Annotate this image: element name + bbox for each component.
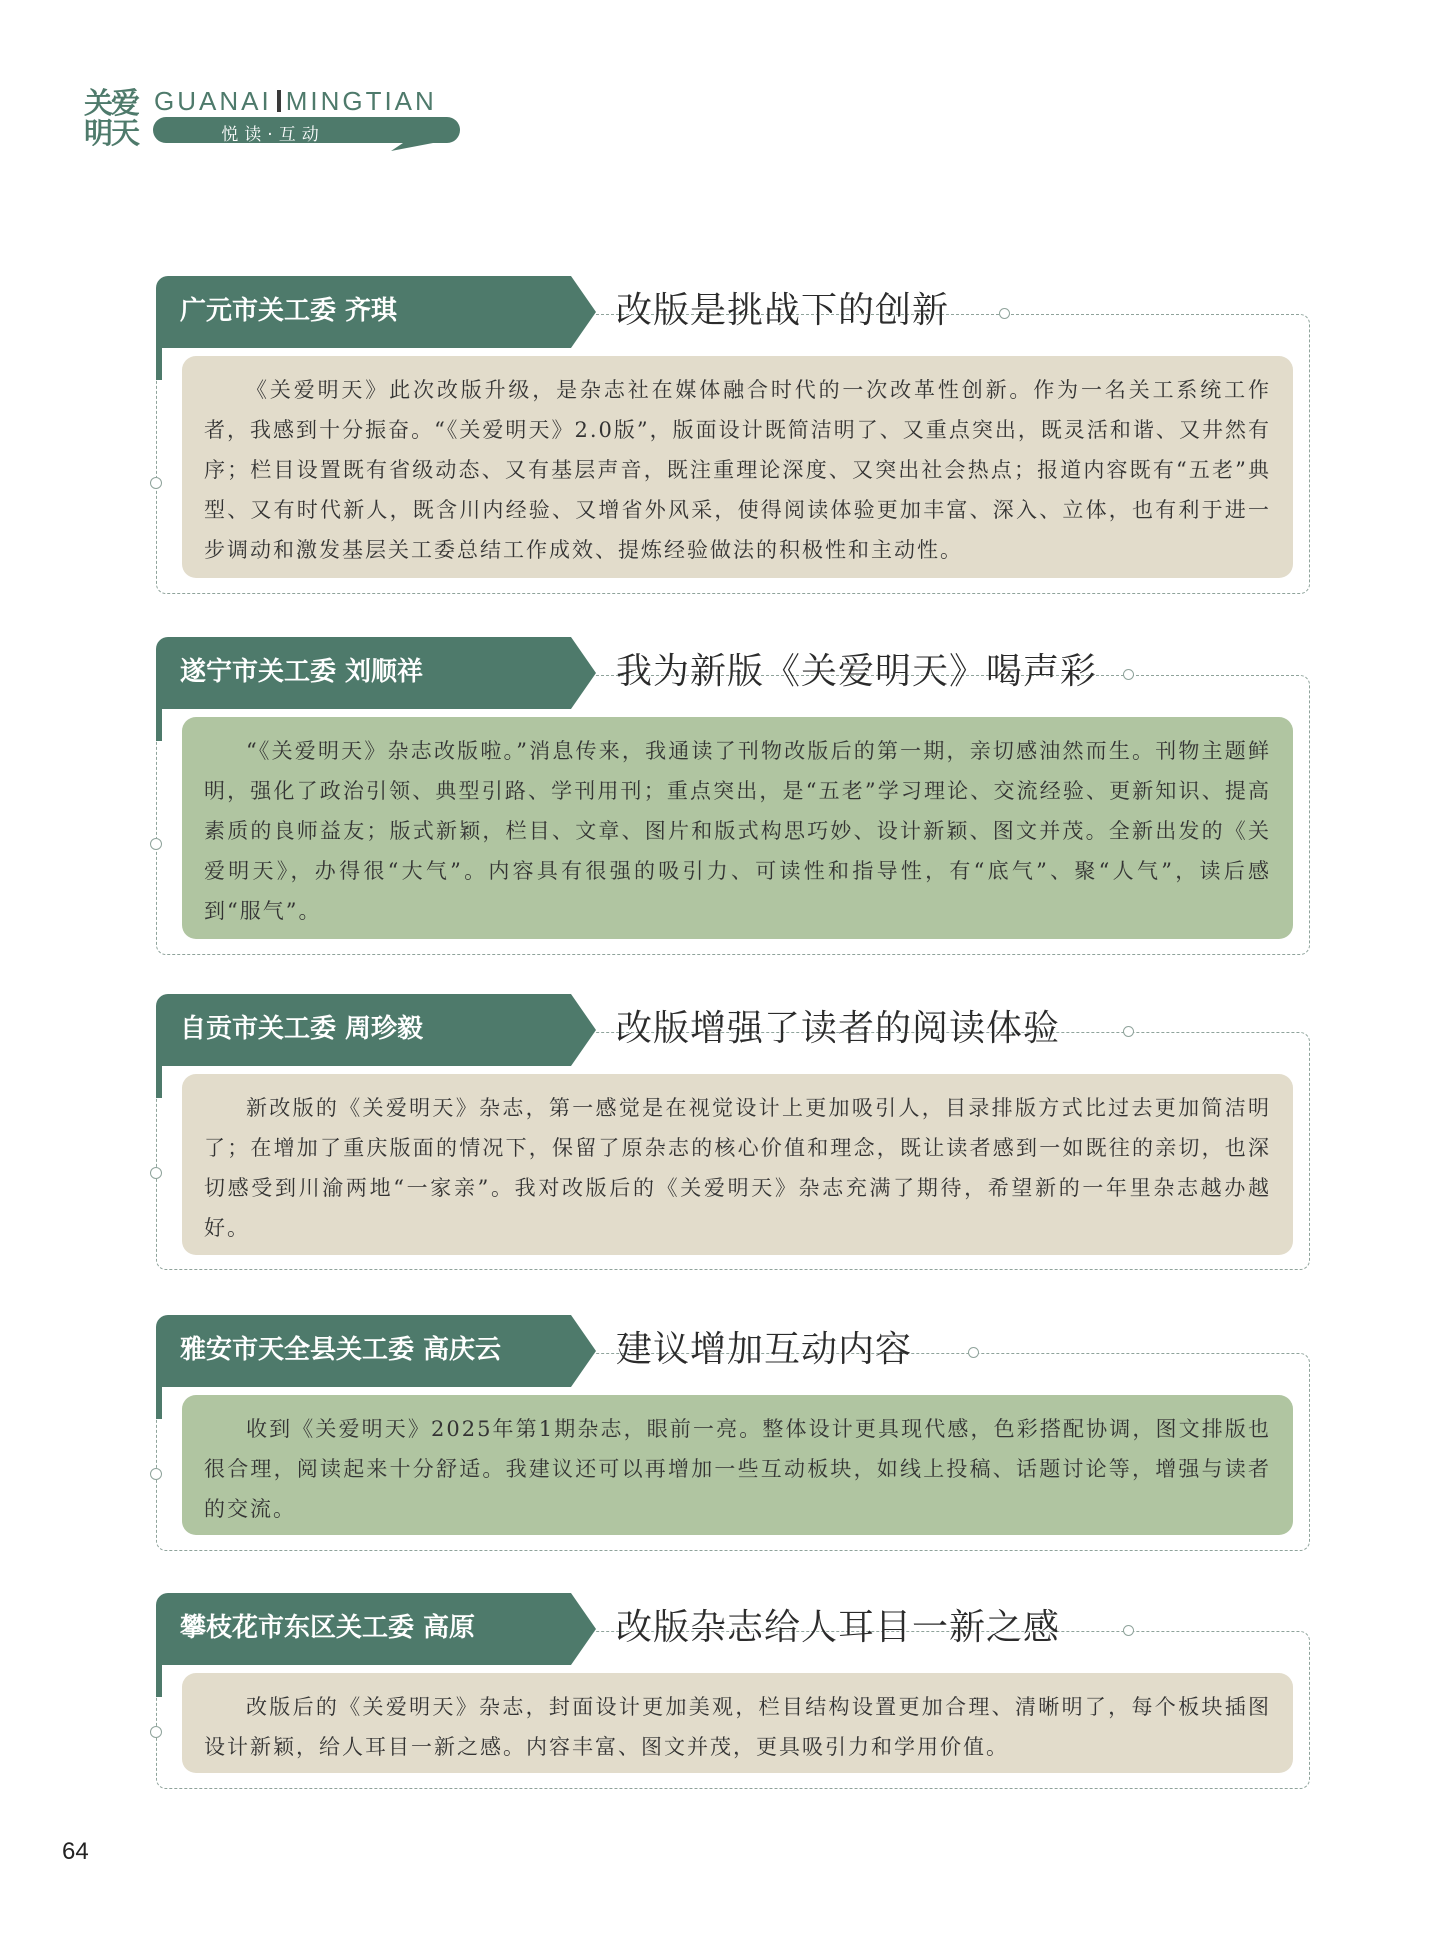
frame-dot xyxy=(1123,1026,1134,1037)
frame-dot xyxy=(150,1726,162,1738)
section-title: 我为新版《关爱明天》喝声彩 xyxy=(616,651,1098,692)
logo-line-1: 关爱 xyxy=(84,86,139,120)
author-name: 遂宁市关工委 刘顺祥 xyxy=(180,657,424,687)
comment-section-3 xyxy=(150,994,1310,1274)
section-title: 建议增加互动内容 xyxy=(616,1329,913,1370)
comment-section-5 xyxy=(150,1593,1310,1793)
column-name: 悦读·互动 xyxy=(221,125,325,145)
comment-text: 收到《关爱明天》2025年第1期杂志，眼前一亮。整体设计更具现代感，色彩搭配协调，图文排版也很合理，阅读起来十分舒适。我建议还可以再增加一些互动板块，如线上投稿、话题讨论等，增强与读者的交流。 xyxy=(204,1417,1271,1521)
frame-dot xyxy=(1123,669,1134,680)
comment-text: 改版后的《关爱明天》杂志，封面设计更加美观，栏目结构设置更加合理、清晰明了，每个板块插图设计新颖，给人耳目一新之感。内容丰富、图文并茂，更具吸引力和学用价值。 xyxy=(204,1695,1271,1759)
comment-section-1 xyxy=(150,276,1310,596)
page-number: 64 xyxy=(62,1838,89,1865)
name-separator xyxy=(277,90,281,112)
section-title: 改版是挑战下的创新 xyxy=(616,290,950,331)
author-name: 广元市关工委 齐琪 xyxy=(180,296,398,326)
magazine-name-en xyxy=(154,86,437,117)
magazine-name-en-part1: GUANAI xyxy=(154,86,272,116)
comment-box xyxy=(182,717,1293,939)
column-badge xyxy=(153,117,460,143)
section-title: 改版杂志给人耳目一新之感 xyxy=(616,1607,1061,1648)
comment-text: “《关爱明天》杂志改版啦。”消息传来，我通读了刊物改版后的第一期，亲切感油然而生。刊物主题鲜明，强化了政治引领、典型引路、学刊用刊；重点突出，是“五老”学习理论、交流经验、更新知识、提高素质的良师益友；版式新颖，栏目、文章、图片和版式构思巧妙、设计新颖、图文并茂。全新出发的《关爱明天》，办得很“大气”。内容具有很强的吸引力、可读性和指导性，有“底气”、聚“人气”，读后感到“服气”。 xyxy=(204,739,1271,923)
frame-dot xyxy=(150,1167,162,1179)
comment-box xyxy=(182,356,1293,578)
comment-box xyxy=(182,1074,1293,1255)
frame-dot xyxy=(150,838,162,850)
frame-dot xyxy=(150,1468,162,1480)
frame-dot xyxy=(968,1347,979,1358)
frame-dot xyxy=(150,477,162,489)
comment-box xyxy=(182,1673,1293,1773)
comment-text: 《关爱明天》此次改版升级，是杂志社在媒体融合时代的一次改革性创新。作为一名关工系统工作者，我感到十分振奋。“《关爱明天》2.0版”，版面设计既简洁明了、又重点突出，既灵活和谐、又井然有序；栏目设置既有省级动态、又有基层声音，既注重理论深度、又突出社会热点；报道内容既有“五老”典型、又有时代新人，既含川内经验、又增省外风采，使得阅读体验更加丰富、深入、立体，也有利于进一步调动和激发基层关工委总结工作成效、提炼经验做法的积极性和主动性。 xyxy=(204,378,1271,562)
comment-section-2 xyxy=(150,637,1310,957)
magazine-name-en-part2: MINGTIAN xyxy=(285,86,437,116)
comment-box xyxy=(182,1395,1293,1535)
author-name: 攀枝花市东区关工委 高原 xyxy=(180,1613,476,1643)
frame-dot xyxy=(1123,1625,1134,1636)
frame-dot xyxy=(999,308,1010,319)
logo-line-2: 明天 xyxy=(84,116,139,150)
section-title: 改版增强了读者的阅读体验 xyxy=(616,1008,1061,1049)
author-name: 雅安市天全县关工委 高庆云 xyxy=(180,1335,502,1365)
magazine-logo xyxy=(84,88,144,148)
comment-text: 新改版的《关爱明天》杂志，第一感觉是在视觉设计上更加吸引人，目录排版方式比过去更加简洁明了；在增加了重庆版面的情况下，保留了原杂志的核心价值和理念，既让读者感到一如既往的亲切，也深切感受到川渝两地“一家亲”。我对改版后的《关爱明天》杂志充满了期待，希望新的一年里杂志越办越好。 xyxy=(204,1096,1271,1240)
comment-section-4 xyxy=(150,1315,1310,1555)
author-name: 自贡市关工委 周珍毅 xyxy=(180,1014,424,1044)
